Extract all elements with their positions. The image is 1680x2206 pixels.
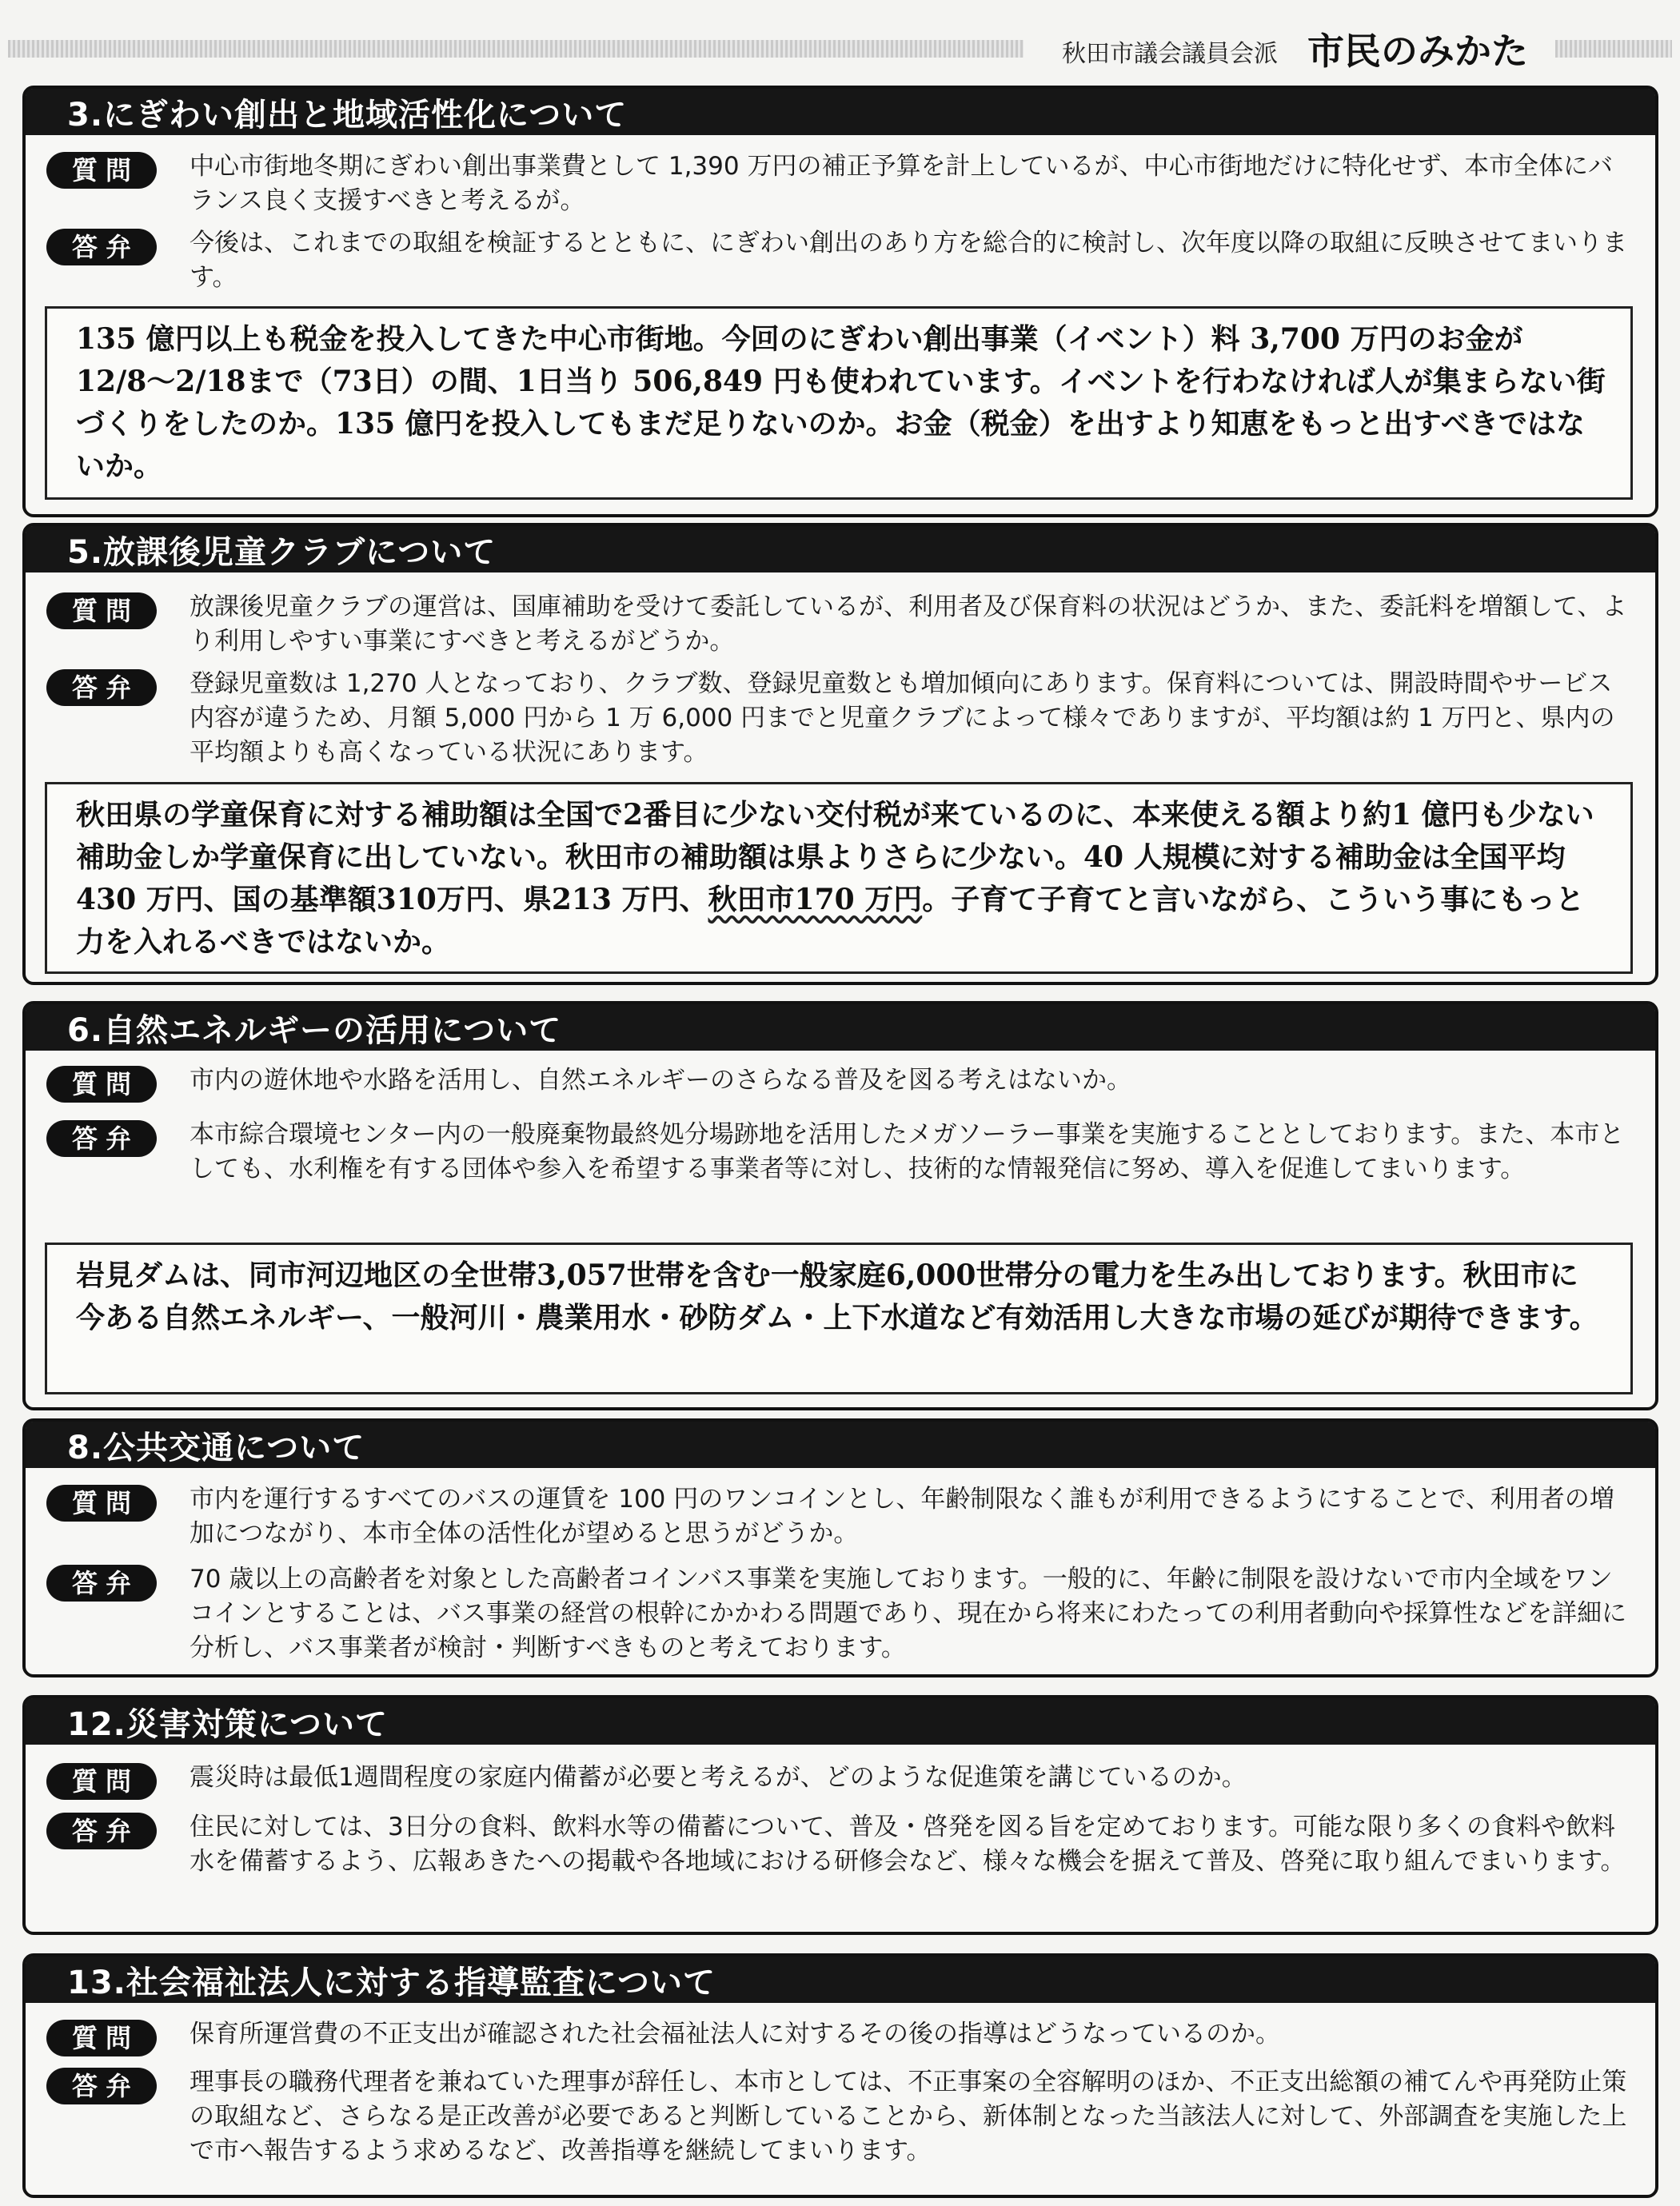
question-text: 市内を運行するすべてのバスの運賃を 100 円のワンコインとし、年齢制限なく誰もが利用できるようにすることで、利用者の増加につながり、本市全体の活性化が望めると思うがどうか。 xyxy=(190,1485,1614,1548)
question-badge: 質問 xyxy=(46,1485,157,1522)
comment-text-pre: 秋田県の学童保育に対する補助額は全国で2番目に少ない交付税が来ているのに、本来使える額より約1 億円も少ない補助金しか学童保育に出していない。秋田市の補助額は県よりさらに少ない。40 人規模に対する補助金は全国平均430 万円、国の基準額310万円、県213 万円、 xyxy=(76,798,1594,916)
comment-box xyxy=(45,1243,1633,1394)
answer-badge: 答弁 xyxy=(46,669,157,706)
answer-text: 住民に対しては、3日分の食料、飲料水等の備蓄について、普及・啓発を図る旨を定めております。可能な限り多くの食料や飲料水を備蓄するよう、広報あきたへの掲載や各地域における研修会など、様々な機会を据えて普及、啓発に取り組んでまいります。 xyxy=(190,1813,1626,1876)
section-heading xyxy=(26,1698,1655,1745)
section-3 xyxy=(22,86,1658,517)
answer-badge: 答弁 xyxy=(46,1120,157,1157)
question-block xyxy=(26,1761,1655,1797)
answer-badge: 答弁 xyxy=(46,2068,157,2104)
answer-block xyxy=(26,667,1655,771)
question-block xyxy=(26,590,1655,659)
answer-block xyxy=(26,2065,1655,2169)
section-heading xyxy=(26,1004,1655,1051)
question-badge: 質問 xyxy=(46,152,157,189)
question-badge: 質問 xyxy=(46,1066,157,1103)
question-text: 市内の遊休地や水路を活用し、自然エネルギーのさらなる普及を図る考えはないか。 xyxy=(190,1066,1131,1095)
header-stripe-right xyxy=(1555,40,1672,58)
section-8 xyxy=(22,1418,1658,1677)
comment-text: 岩見ダムは、同市河辺地区の全世帯3,057世帯を含む一般家庭6,000世帯分の電力を生み出しております。秋田市に今ある自然エネルギー、一般河川・農業用水・砂防ダム・上下水道など有効活用し大きな市場の延びが期待できます。 xyxy=(76,1259,1598,1334)
question-block xyxy=(26,1063,1655,1100)
section-title: 5.放課後児童クラブについて xyxy=(67,533,497,571)
question-text: 保育所運営費の不正支出が確認された社会福祉法人に対するその後の指導はどうなっているのか。 xyxy=(190,2020,1280,2048)
section-12 xyxy=(22,1695,1658,1935)
answer-block xyxy=(26,1810,1655,1914)
answer-block xyxy=(26,1118,1655,1222)
section-5 xyxy=(22,523,1658,985)
page-header xyxy=(0,18,1680,82)
answer-block xyxy=(26,226,1655,295)
comment-text: 135 億円以上も税金を投入してきた中心市街地。今回のにぎわい創出事業（イベント）料 3,700 万円のお金が 12/8〜2/18まで（73日）の間、1日当り 506,849 円も使われています。イベントを行わなければ人が集まらない街づくりをしたのか。135 億円を投入してもまだ足りないのか。お金（税金）を出すより知恵をもっと出すべきではないか。 xyxy=(76,322,1606,483)
answer-badge: 答弁 xyxy=(46,229,157,265)
section-13 xyxy=(22,1953,1658,2198)
answer-text: 70 歳以上の高齢者を対象とした高齢者コインバス事業を実施しております。一般的に、年齢に制限を設けないで市内全域をワンコインとすることは、バス事業の経営の根幹にかかわる問題であり、現在から将来にわたっての利用者動向や採算性などを詳細に分析し、バス事業者が検討・判断すべきものと考えております。 xyxy=(190,1565,1627,1662)
section-heading xyxy=(26,1957,1655,2003)
header-org: 秋田市議会議員会派 xyxy=(1062,40,1278,68)
answer-block xyxy=(26,1562,1655,1666)
question-block xyxy=(26,1482,1655,1551)
section-title: 8.公共交通について xyxy=(67,1429,365,1466)
header-stripe-left xyxy=(8,40,1024,58)
question-block xyxy=(26,2017,1655,2054)
answer-text: 本市綜合環境センター内の一般廃棄物最終処分場跡地を活用したメガソーラー事業を実施することとしております。また、本市としても、水利権を有する団体や参入を希望する事業者等に対し、技術的な情報発信に努め、導入を促進してまいります。 xyxy=(190,1120,1625,1183)
section-title: 6.自然エネルギーの活用について xyxy=(67,1011,562,1049)
answer-text: 理事長の職務代理者を兼ねていた理事が辞任し、本市としては、不正事案の全容解明のほか、不正支出総額の補てんや再発防止策の取組など、さらなる是正改善が必要であると判断していることから、新体制となった当該法人に対して、外部調査を実施した上で市へ報告するよう求めるなど、改善指導を継続してまいります。 xyxy=(190,2068,1627,2165)
question-text: 震災時は最低1週間程度の家庭内備蓄が必要と考えるが、どのような促進策を講じているのか。 xyxy=(190,1763,1247,1792)
section-heading xyxy=(26,89,1655,135)
answer-badge: 答弁 xyxy=(46,1565,157,1602)
section-heading xyxy=(26,1422,1655,1468)
comment-text-highlight: 秋田市170 万円 xyxy=(708,883,923,916)
comment-box xyxy=(45,306,1633,500)
section-6 xyxy=(22,1001,1658,1410)
question-badge: 質問 xyxy=(46,1763,157,1800)
answer-text: 登録児童数は 1,270 人となっており、クラブ数、登録児童数とも増加傾向にあります。保育料については、開設時間やサービス内容が違うため、月額 5,000 円から 1 万 6,000 円までと児童クラブによって様々でありますが、平均額は約 1 万円と、県内の平均額よりも高くなっている状況にあります。 xyxy=(190,669,1615,767)
question-text: 放課後児童クラブの運営は、国庫補助を受けて委託しているが、利用者及び保育料の状況はどうか、また、委託料を増額して、より利用しやすい事業にすべきと考えるがどうか。 xyxy=(190,592,1627,656)
section-title: 3.にぎわい創出と地域活性化について xyxy=(67,96,628,134)
section-title: 12.災害対策について xyxy=(67,1705,389,1743)
section-title: 13.社会福祉法人に対する指導監査について xyxy=(67,1964,716,2001)
comment-box xyxy=(45,782,1633,974)
question-badge: 質問 xyxy=(46,2020,157,2056)
question-block xyxy=(26,150,1655,218)
section-heading xyxy=(26,526,1655,572)
question-badge: 質問 xyxy=(46,592,157,629)
header-title: 市民のみかた xyxy=(1307,30,1528,73)
answer-text: 今後は、これまでの取組を検証するとともに、にぎわい創出のあり方を総合的に検討し、次年度以降の取組に反映させてまいります。 xyxy=(190,229,1627,292)
answer-badge: 答弁 xyxy=(46,1813,157,1849)
question-text: 中心市街地冬期にぎわい創出事業費として 1,390 万円の補正予算を計上しているが、中心市街地だけに特化せず、本市全体にバランス良く支援すべきと考えるが。 xyxy=(190,152,1613,215)
comment-text-post: 。子育て子育てと言いながら、こういう事にもっと力を入れるべきではないか。 xyxy=(76,883,1585,959)
